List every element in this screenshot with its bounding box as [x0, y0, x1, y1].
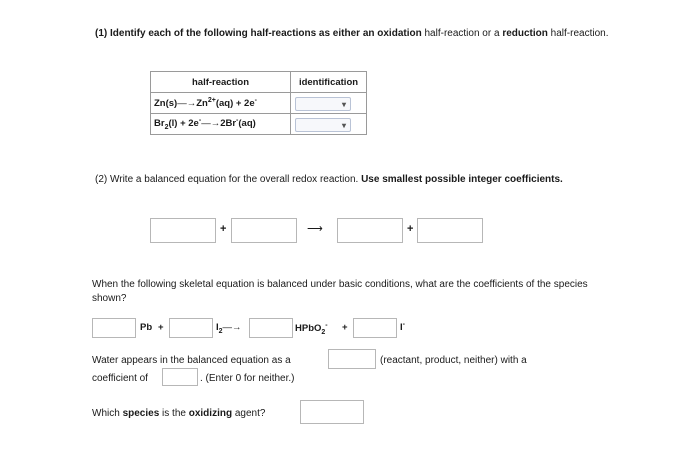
part1-reduction-label: reduction	[502, 28, 548, 39]
i2-coefficient-input[interactable]	[169, 318, 213, 338]
water-question-hint: . (Enter 0 for neither.)	[200, 373, 295, 384]
identification-select-zn[interactable]	[295, 97, 351, 111]
species-i2: $I_2—\to$	[216, 322, 242, 335]
species-pb: Pb	[140, 322, 153, 333]
water-question-options: (reactant, product, neither) with a	[380, 355, 527, 366]
product-1-input[interactable]	[337, 218, 403, 243]
identification-select-br[interactable]	[295, 118, 351, 132]
part2-instructions	[95, 173, 595, 187]
plus-sign: +	[407, 223, 414, 235]
species-iminus: I-	[400, 321, 405, 334]
chevron-down-icon: ▾	[341, 121, 346, 130]
plus-sign: +	[158, 322, 164, 333]
table-row	[151, 114, 367, 135]
plus-sign: +	[220, 223, 227, 235]
reaction-arrow: ⟶	[307, 223, 323, 235]
oxidizing-agent-input[interactable]	[300, 400, 364, 424]
product-2-input[interactable]	[417, 218, 483, 243]
half-reaction-br: $Br_2(l)$ + 2e-—→2Br-(aq)	[151, 114, 291, 135]
species-hpbo2: HPbO$_2$-	[295, 322, 328, 337]
water-role-input[interactable]	[328, 349, 376, 369]
oxidizing-agent-question: Which species is the oxidizing agent?	[92, 408, 266, 419]
pb-coefficient-input[interactable]	[92, 318, 136, 338]
reactant-2-input[interactable]	[231, 218, 297, 243]
part1-text-suffix: half-reaction.	[547, 28, 609, 39]
part1-oxidation-label: oxidation	[377, 28, 422, 39]
water-question-line1: Water appears in the balanced equation as a	[92, 355, 291, 366]
part1-text-prefix: (1) Identify each of the following half-reactions as either an	[95, 28, 378, 39]
hpbo2-coefficient-input[interactable]	[249, 318, 293, 338]
reactant-1-input[interactable]	[150, 218, 216, 243]
part1-text-mid: half-reaction or a	[421, 28, 503, 39]
part1-instructions	[95, 27, 615, 41]
half-reaction-table	[150, 71, 367, 135]
iminus-coefficient-input[interactable]	[353, 318, 397, 338]
plus-sign: +	[342, 322, 348, 333]
half-reaction-zn: $Zn(s)—\to Zn^{2+}(aq) + 2e^-$	[151, 93, 291, 114]
table-row	[151, 93, 367, 114]
water-coefficient-input[interactable]	[162, 368, 198, 386]
part2-text: (2) Write a balanced equation for the overall redox reaction.	[95, 174, 362, 185]
col-header-identification: identification	[291, 72, 367, 93]
skeletal-question: When the following skeletal equation is balanced under basic conditions, what are the coefficients of the species shown?	[92, 279, 588, 304]
chevron-down-icon: ▾	[341, 100, 346, 109]
part2-bold-text: Use smallest possible integer coefficients.	[361, 174, 563, 185]
water-question-line2: coefficient of	[92, 373, 148, 384]
col-header-half-reaction: half-reaction	[151, 72, 291, 93]
